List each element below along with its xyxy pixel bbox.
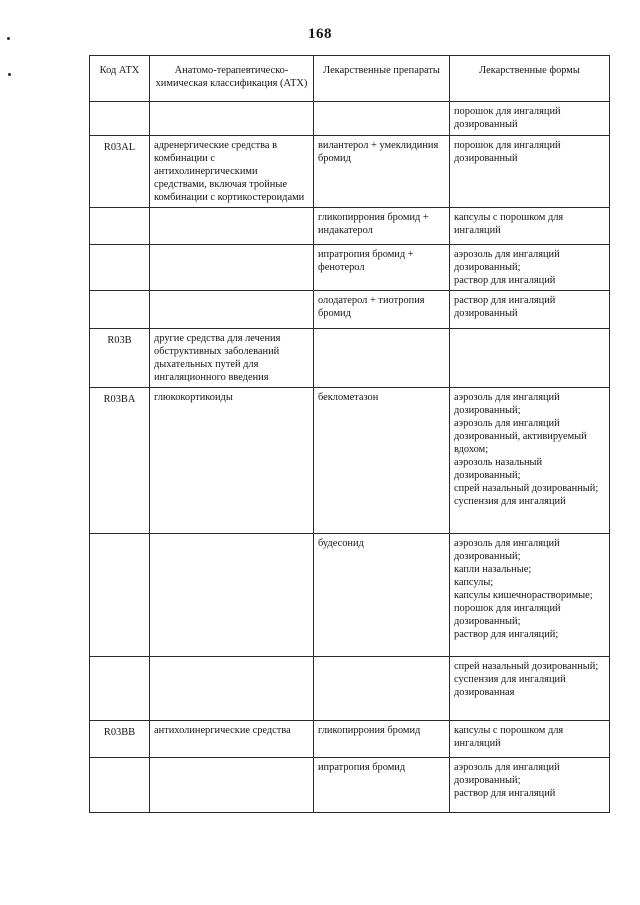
drug-cell: вилантерол + умеклидиния бромид bbox=[314, 136, 450, 208]
drug-cell bbox=[314, 657, 450, 721]
dosage-form-line: аэрозоль для ингаляций дозированный; bbox=[454, 538, 560, 562]
dosage-form-line: капли назальные; bbox=[454, 564, 532, 575]
page-number: 168 bbox=[308, 26, 332, 42]
dosage-form-line: спрей назальный дозированный; bbox=[454, 661, 599, 672]
dosage-forms-cell bbox=[450, 721, 610, 758]
scan-speck bbox=[8, 73, 11, 76]
drug-cell bbox=[314, 102, 450, 136]
atx-code-cell bbox=[90, 534, 150, 657]
dosage-forms-cell bbox=[450, 245, 610, 291]
dosage-forms-cell bbox=[450, 102, 610, 136]
atx-code-cell: R03BB bbox=[90, 721, 150, 758]
classification-cell bbox=[150, 291, 314, 329]
classification-cell bbox=[150, 208, 314, 245]
atx-code-cell bbox=[90, 102, 150, 136]
dosage-form-line: суспензия для ингаляций дозированная bbox=[454, 674, 566, 698]
dosage-form-line: капсулы кишечнорастворимые; bbox=[454, 590, 593, 601]
dosage-forms-cell bbox=[450, 534, 610, 657]
dosage-form-line: аэрозоль для ингаляций дозированный; bbox=[454, 392, 560, 416]
header-forms: Лекарственные формы bbox=[450, 56, 610, 102]
header-drugs: Лекарственные препараты bbox=[314, 56, 450, 102]
drug-cell: олодатерол + тиотропия бромид bbox=[314, 291, 450, 329]
dosage-form-line: аэрозоль для ингаляций дозированный; bbox=[454, 249, 560, 273]
classification-cell bbox=[150, 102, 314, 136]
atx-code-cell bbox=[90, 657, 150, 721]
dosage-form-line: порошок для ингаляций дозированный bbox=[454, 106, 561, 130]
table-body bbox=[90, 102, 610, 813]
header-code: Код АТХ bbox=[90, 56, 150, 102]
atx-table bbox=[89, 55, 610, 813]
classification-cell: другие средства для лечения обструктивных заболеваний дыхательных путей для ингаляционного введения bbox=[150, 329, 314, 388]
dosage-forms-cell bbox=[450, 388, 610, 534]
dosage-forms-cell bbox=[450, 329, 610, 388]
drug-cell: гликопиррония бромид bbox=[314, 721, 450, 758]
dosage-form-line: капсулы с порошком для ингаляций bbox=[454, 725, 564, 749]
atx-code-cell bbox=[90, 245, 150, 291]
table-row bbox=[90, 758, 610, 813]
table-row bbox=[90, 657, 610, 721]
dosage-forms-cell bbox=[450, 291, 610, 329]
dosage-form-line: спрей назальный дозированный; bbox=[454, 483, 599, 494]
table-row bbox=[90, 534, 610, 657]
table-row bbox=[90, 291, 610, 329]
drug-cell: ипратропия бромид bbox=[314, 758, 450, 813]
table-row bbox=[90, 388, 610, 534]
dosage-form-line: раствор для ингаляций bbox=[454, 788, 556, 799]
table-row bbox=[90, 245, 610, 291]
dosage-forms-cell bbox=[450, 208, 610, 245]
atx-code-cell: R03B bbox=[90, 329, 150, 388]
table-row bbox=[90, 102, 610, 136]
dosage-form-line: порошок для ингаляций дозированный bbox=[454, 140, 561, 164]
header-classification: Анатомо-терапевтическо-химическая классификация (АТХ) bbox=[150, 56, 314, 102]
dosage-form-line: раствор для ингаляций; bbox=[454, 629, 559, 640]
classification-cell: адренергические средства в комбинации с антихолинергическими средствами, включая тройные комбинации с кортикостероидами bbox=[150, 136, 314, 208]
dosage-form-line: суспензия для ингаляций bbox=[454, 496, 566, 507]
classification-cell bbox=[150, 657, 314, 721]
atx-code-cell: R03BA bbox=[90, 388, 150, 534]
dosage-form-line: раствор для ингаляций дозированный bbox=[454, 295, 556, 319]
table-row bbox=[90, 329, 610, 388]
classification-cell: глюкокортикоиды bbox=[150, 388, 314, 534]
dosage-form-line: капсулы; bbox=[454, 577, 494, 588]
dosage-forms-cell bbox=[450, 657, 610, 721]
dosage-form-line: аэрозоль для ингаляций дозированный, активируемый вдохом; bbox=[454, 418, 587, 455]
atx-code-cell bbox=[90, 208, 150, 245]
classification-cell bbox=[150, 245, 314, 291]
drug-cell bbox=[314, 329, 450, 388]
classification-cell: антихолинергические средства bbox=[150, 721, 314, 758]
classification-cell bbox=[150, 534, 314, 657]
dosage-forms-cell bbox=[450, 136, 610, 208]
dosage-forms-cell bbox=[450, 758, 610, 813]
classification-cell bbox=[150, 758, 314, 813]
drug-cell: будесонид bbox=[314, 534, 450, 657]
table-row bbox=[90, 208, 610, 245]
atx-code-cell: R03AL bbox=[90, 136, 150, 208]
dosage-form-line: капсулы с порошком для ингаляций bbox=[454, 212, 564, 236]
drug-cell: беклометазон bbox=[314, 388, 450, 534]
table-row bbox=[90, 721, 610, 758]
drug-cell: гликопиррония бромид + индакатерол bbox=[314, 208, 450, 245]
dosage-form-line: порошок для ингаляций дозированный; bbox=[454, 603, 561, 627]
atx-code-cell bbox=[90, 758, 150, 813]
drug-cell: ипратропия бромид + фенотерол bbox=[314, 245, 450, 291]
table-row bbox=[90, 136, 610, 208]
dosage-form-line: аэрозоль назальный дозированный; bbox=[454, 457, 543, 481]
dosage-form-line: аэрозоль для ингаляций дозированный; bbox=[454, 762, 560, 786]
table-header-row bbox=[90, 56, 610, 102]
dosage-form-line: раствор для ингаляций bbox=[454, 275, 556, 286]
atx-code-cell bbox=[90, 291, 150, 329]
